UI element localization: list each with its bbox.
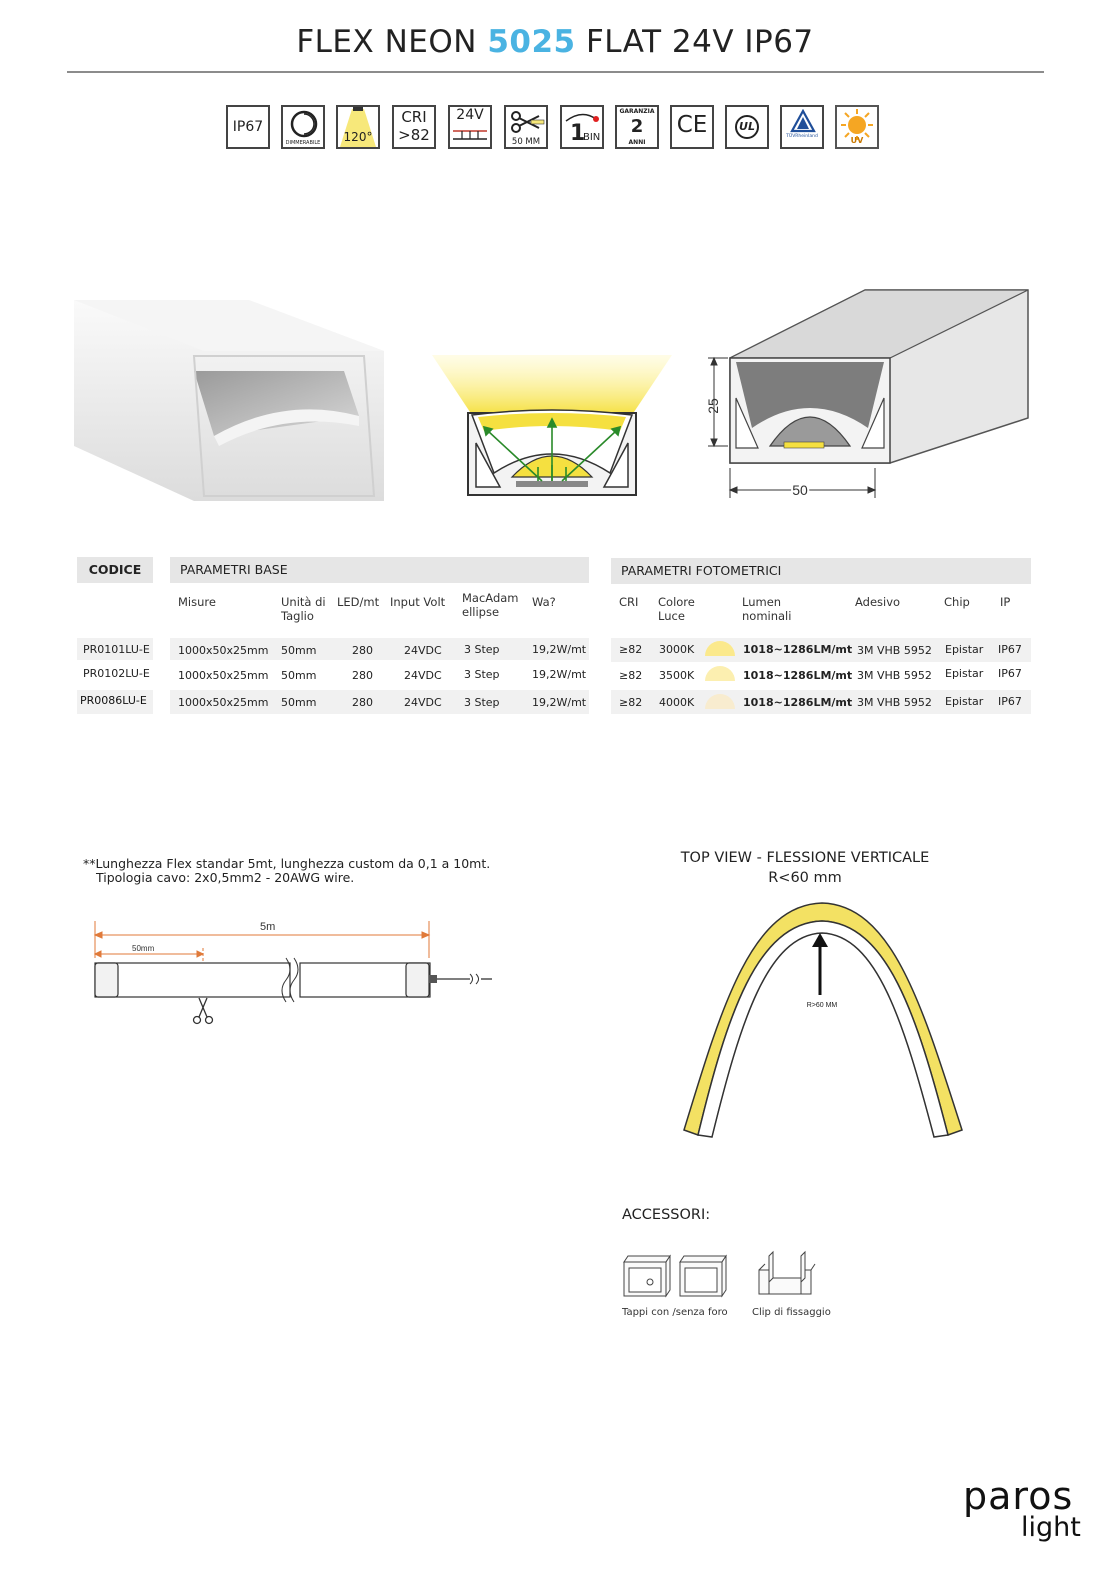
ip-cell: IP67 [998, 667, 1022, 680]
col-cri: CRI [619, 595, 639, 609]
page-title: FLEX NEON 5025 FLAT 24V IP67 [296, 24, 814, 60]
col-lumen: Lumen nominali [742, 595, 792, 623]
col-volt: Input Volt [390, 595, 446, 609]
length-diagram [88, 918, 498, 1030]
led-cell: 280 [352, 669, 373, 682]
ip67-badge: IP67 [226, 105, 270, 149]
bend-subtitle: R<60 mm [768, 870, 842, 886]
cri-badge: CRI >82 [392, 105, 436, 149]
title-divider [67, 71, 1044, 73]
ce-badge: CE [670, 105, 714, 149]
photometric-header: PARAMETRI FOTOMETRICI [611, 558, 1031, 584]
col-colore: Colore Luce [658, 595, 695, 623]
color-swatch [705, 666, 735, 681]
ul-badge: UL [725, 105, 769, 149]
warranty-badge: GARANZIA 2 ANNI [615, 105, 659, 149]
macadam-cell: 3 Step [464, 643, 500, 656]
ip-cell: IP67 [998, 643, 1022, 656]
code-cell: PR0086LU-E [80, 694, 147, 707]
code-header: CODICE [77, 557, 153, 583]
lumen-cell: 1018~1286LM/mt [743, 669, 853, 682]
cut-scissors-icon [194, 998, 213, 1024]
cri-cell: ≥82 [619, 696, 643, 709]
lumen-cell: 1018~1286LM/mt [743, 643, 853, 656]
caps-caption: Tappi con /senza foro [622, 1307, 728, 1318]
chip-cell: Epistar [945, 667, 984, 680]
bend-radius-drawing [672, 895, 972, 1140]
tuv-badge: TÜVRheinland [780, 105, 824, 149]
misure-cell: 1000x50x25mm [178, 696, 269, 709]
cut-length-badge: 50 MM [504, 105, 548, 149]
chip-cell: Epistar [945, 643, 984, 656]
light-emission-section [432, 355, 672, 500]
col-chip: Chip [944, 595, 970, 609]
misure-cell: 1000x50x25mm [178, 644, 269, 657]
taglio-cell: 50mm [281, 644, 317, 657]
adesivo-cell: 3M VHB 5952 [857, 644, 932, 657]
scissors-icon [509, 108, 545, 136]
col-ip: IP [1000, 595, 1011, 609]
watt-cell: 19,2W/mt [532, 696, 587, 709]
macadam-cell: 3 Step [464, 696, 500, 709]
cri-cell: ≥82 [619, 643, 643, 656]
dimmer-icon [289, 109, 319, 139]
misure-cell: 1000x50x25mm [178, 669, 269, 682]
watt-cell: 19,2W/mt [532, 668, 587, 681]
chip-cell: Epistar [945, 695, 984, 708]
circuit-icon [452, 127, 488, 143]
ip-cell: IP67 [998, 695, 1022, 708]
col-led: LED/mt [337, 595, 380, 609]
cut-length-label: 50mm [132, 944, 155, 953]
col-misure: Misure [178, 595, 216, 609]
bin-badge: 1 BIN [560, 105, 604, 149]
tuv-triangle-icon [790, 109, 816, 133]
col-watt: Wa? [532, 595, 556, 609]
length-note: **Lunghezza Flex standar 5mt, lunghezza custom da 0,1 a 10mt. [83, 856, 491, 871]
col-macadam: MacAdam ellipse [462, 591, 519, 619]
dim-height-label: 25 [705, 398, 721, 414]
cct-cell: 4000K [659, 696, 695, 709]
base-params-header: PARAMETRI BASE [170, 557, 589, 583]
title-accent: 5025 [487, 24, 576, 60]
mounting-clip-drawing [755, 1248, 817, 1302]
dimmable-badge: DIMMERABILE [281, 105, 325, 149]
taglio-cell: 50mm [281, 696, 317, 709]
volt-cell: 24VDC [404, 644, 442, 657]
col-taglio: Unità di Taglio [281, 595, 326, 623]
watt-cell: 19,2W/mt [532, 643, 587, 656]
volt-cell: 24VDC [404, 696, 442, 709]
led-cell: 280 [352, 644, 373, 657]
profile-3d-render [74, 296, 384, 501]
cct-cell: 3500K [659, 669, 695, 682]
code-cell: PR0102LU-E [83, 667, 150, 680]
macadam-cell: 3 Step [464, 668, 500, 681]
led-cell: 280 [352, 696, 373, 709]
cri-cell: ≥82 [619, 669, 643, 682]
adesivo-cell: 3M VHB 5952 [857, 696, 932, 709]
total-length-label: 5m [260, 921, 276, 933]
uv-badge: UV [835, 105, 879, 149]
beam-angle-badge: 120° [336, 105, 380, 149]
taglio-cell: 50mm [281, 669, 317, 682]
code-cell: PR0101LU-E [83, 643, 150, 656]
cct-cell: 3000K [659, 643, 695, 656]
dim-width-label: 50 [792, 482, 808, 498]
lumen-cell: 1018~1286LM/mt [743, 696, 853, 709]
bend-radius-label: R>60 MM [806, 1002, 838, 1009]
adesivo-cell: 3M VHB 5952 [857, 669, 932, 682]
dimension-drawing [700, 288, 1030, 503]
col-adesivo: Adesivo [855, 595, 901, 609]
voltage-badge: 24V [448, 105, 492, 149]
volt-cell: 24VDC [404, 669, 442, 682]
brand-logo: paros [963, 1474, 1074, 1518]
bend-title: TOP VIEW - FLESSIONE VERTICALE [680, 850, 930, 866]
accessories-title: ACCESSORI: [622, 1207, 711, 1223]
clip-caption: Clip di fissaggio [752, 1307, 831, 1318]
brand-sub: light [1021, 1512, 1081, 1543]
end-caps-drawing [620, 1252, 730, 1300]
cable-note: Tipologia cavo: 2x0,5mm2 - 20AWG wire. [96, 870, 355, 885]
